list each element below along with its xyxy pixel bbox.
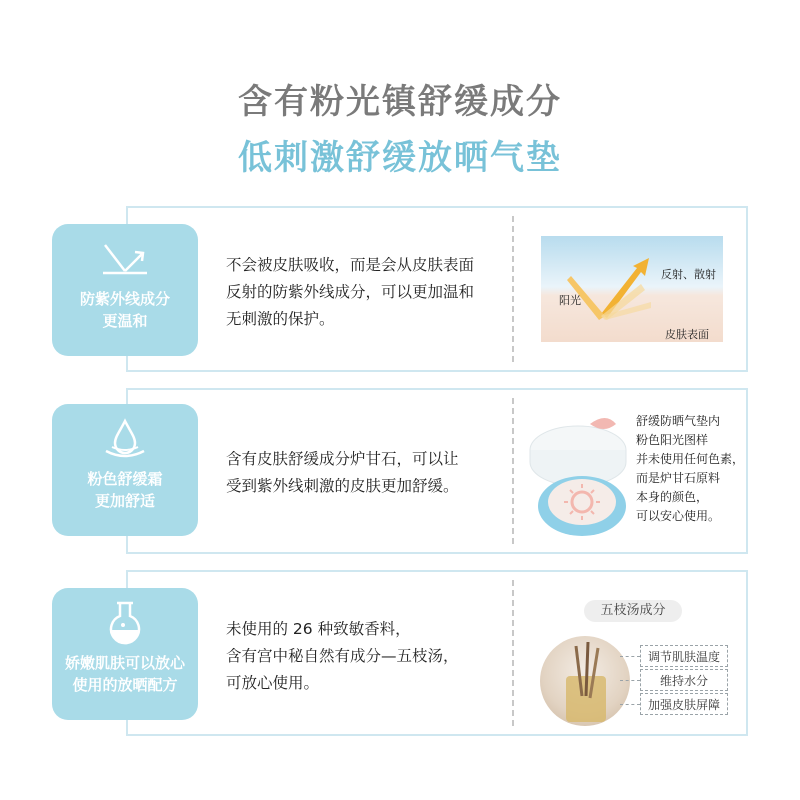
feature-badge — [52, 404, 198, 536]
herb-tag: 加强皮肤屏障 — [640, 693, 728, 715]
dashed-divider — [512, 216, 514, 362]
badge-label: 防紫外线成分 更温和 — [79, 290, 170, 330]
droplet-icon — [100, 416, 150, 462]
herb-title-pill: 五枝汤成分 — [584, 600, 682, 622]
badge-label: 粉色舒缓霜 更加舒适 — [87, 470, 163, 510]
feature-description: 未使用的 26 种致敏香料， 含有宫中秘自然有成分—五枝汤， 可放心使用。 — [226, 620, 459, 692]
herb-jar-image — [540, 636, 630, 726]
herb-tag: 调节肌肤温度 — [640, 645, 728, 667]
feature-description: 含有皮肤舒缓成分炉甘石，可以让 受到紫外线刺激的皮肤更加舒缓。 — [226, 450, 459, 495]
headline-blue: 低刺激舒缓放晒气垫 — [238, 138, 562, 178]
label-skin: 皮肤表面 — [665, 328, 709, 341]
label-sunlight: 阳光 — [559, 294, 581, 307]
connector-line — [620, 704, 640, 705]
feature-description: 不会被皮肤吸收，而是会从皮肤表面 反射的防紫外线成分，可以更加温和 无刺激的保护。 — [226, 256, 475, 328]
feature-badge — [52, 588, 198, 720]
dashed-divider — [512, 398, 514, 544]
badge-label: 娇嫩肌肤可以放心 使用的放晒配方 — [64, 654, 185, 694]
connector-line — [620, 680, 640, 681]
cushion-compact-image — [520, 402, 640, 542]
sun-ray-reflect-icon — [99, 236, 151, 282]
headline-gray: 含有粉光镇舒缓成分 — [238, 82, 562, 122]
feature-row-uv — [0, 206, 800, 376]
cushion-description: 舒缓防晒气垫内 粉色阳光图样 并未使用任何色素， 而是炉甘石原料 本身的颜色， 可以安心使用。 — [636, 414, 745, 523]
dashed-divider — [512, 580, 514, 726]
flask-icon — [103, 600, 147, 646]
label-reflect: 反射、散射 — [661, 268, 716, 281]
feature-badge — [52, 224, 198, 356]
feature-row-cream — [0, 388, 800, 558]
herb-tag: 维持水分 — [640, 669, 728, 691]
connector-line — [620, 656, 640, 657]
uv-reflection-illustration — [541, 236, 723, 342]
feature-row-formula — [0, 570, 800, 740]
